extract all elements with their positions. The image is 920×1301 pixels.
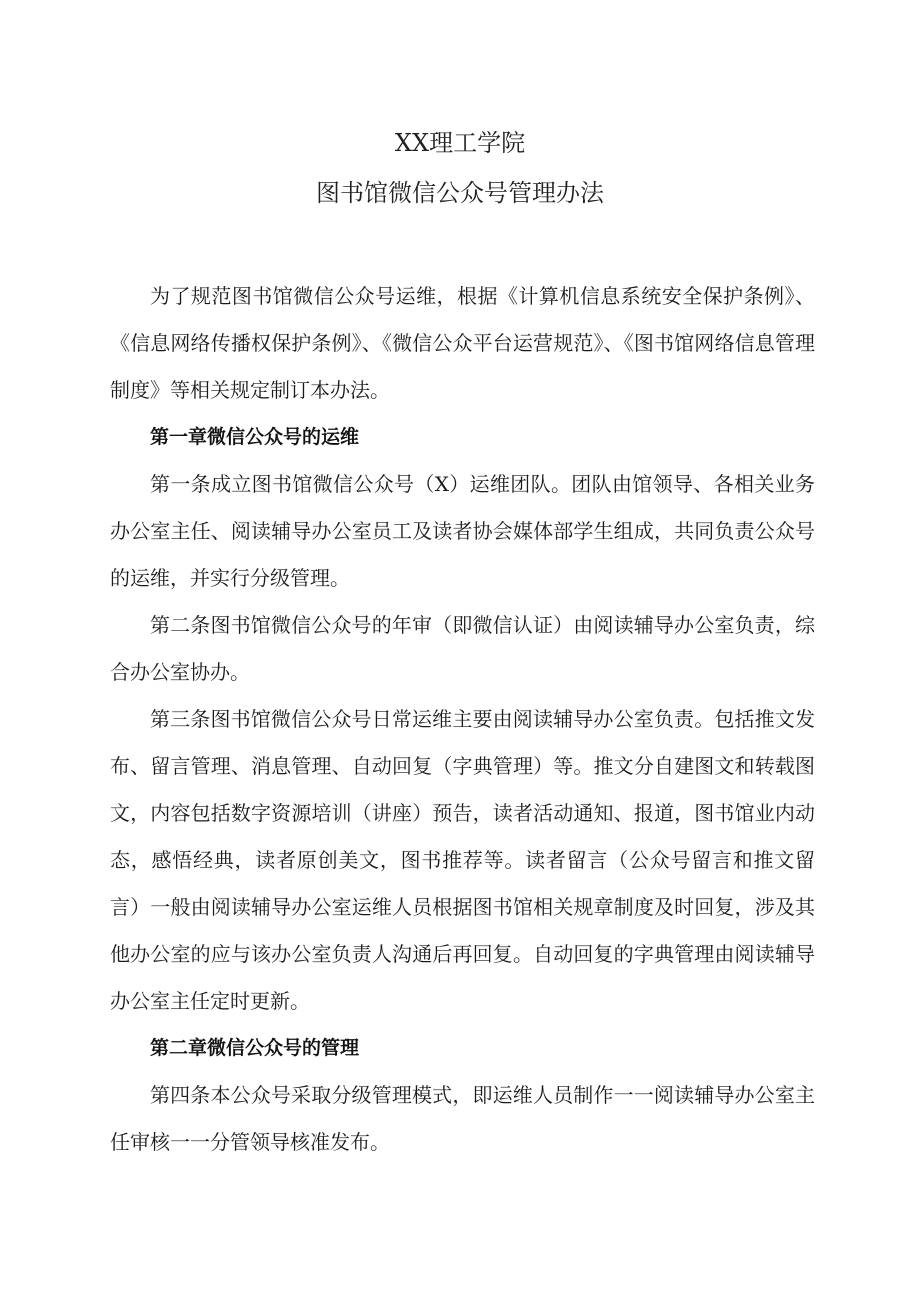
document-body [110, 273, 815, 1166]
article-2-paragraph: 第二条图书馆微信公众号的年审（即微信认证）由阅读辅导办公室负责，综合办公室协办。 [110, 613, 815, 684]
intro-paragraph: 为了规范图书馆微信公众号运维，根据《计算机信息系统安全保护条例》、《信息网络传播权保护条例》、《微信公众平台运营规范》、《图书馆网络信息管理制度》等相关规定制订本办法。 [110, 284, 815, 402]
document-title: 图书馆微信公众号管理办法 [316, 179, 604, 207]
chapter-2-heading: 第二章微信公众号的管理 [150, 1037, 360, 1059]
chapter-1-heading: 第一章微信公众号的运维 [150, 426, 360, 448]
article-4-paragraph: 第四条本公众号采取分级管理模式，即运维人员制作一一阅读辅导办公室主任审核一一分管领导核准发布。 [110, 1083, 815, 1154]
institution-title: XX理工学院 [394, 129, 526, 157]
article-3-paragraph: 第三条图书馆微信公众号日常运维主要由阅读辅导办公室负责。包括推文发布、留言管理、消息管理、自动回复（字典管理）等。推文分自建图文和转载图文，内容包括数字资源培训（讲座）预告，读者活动通知、报道，图书馆业内动态，感悟经典，读者原创美文，图书推荐等。读者留言（公众号留言和推文留言）一般由阅读辅导办公室运维人员根据图书馆相关规章制度及时回复，涉及其他办公室的应与该办公室负责人沟通后再回复。自动回复的字典管理由阅读辅导办公室主任定时更新。 [110, 707, 815, 1013]
article-1-paragraph: 第一条成立图书馆微信公众号（X）运维团队。团队由馆领导、各相关业务办公室主任、阅读辅导办公室员工及读者协会媒体部学生组成，共同负责公众号的运维，并实行分级管理。 [110, 472, 815, 590]
